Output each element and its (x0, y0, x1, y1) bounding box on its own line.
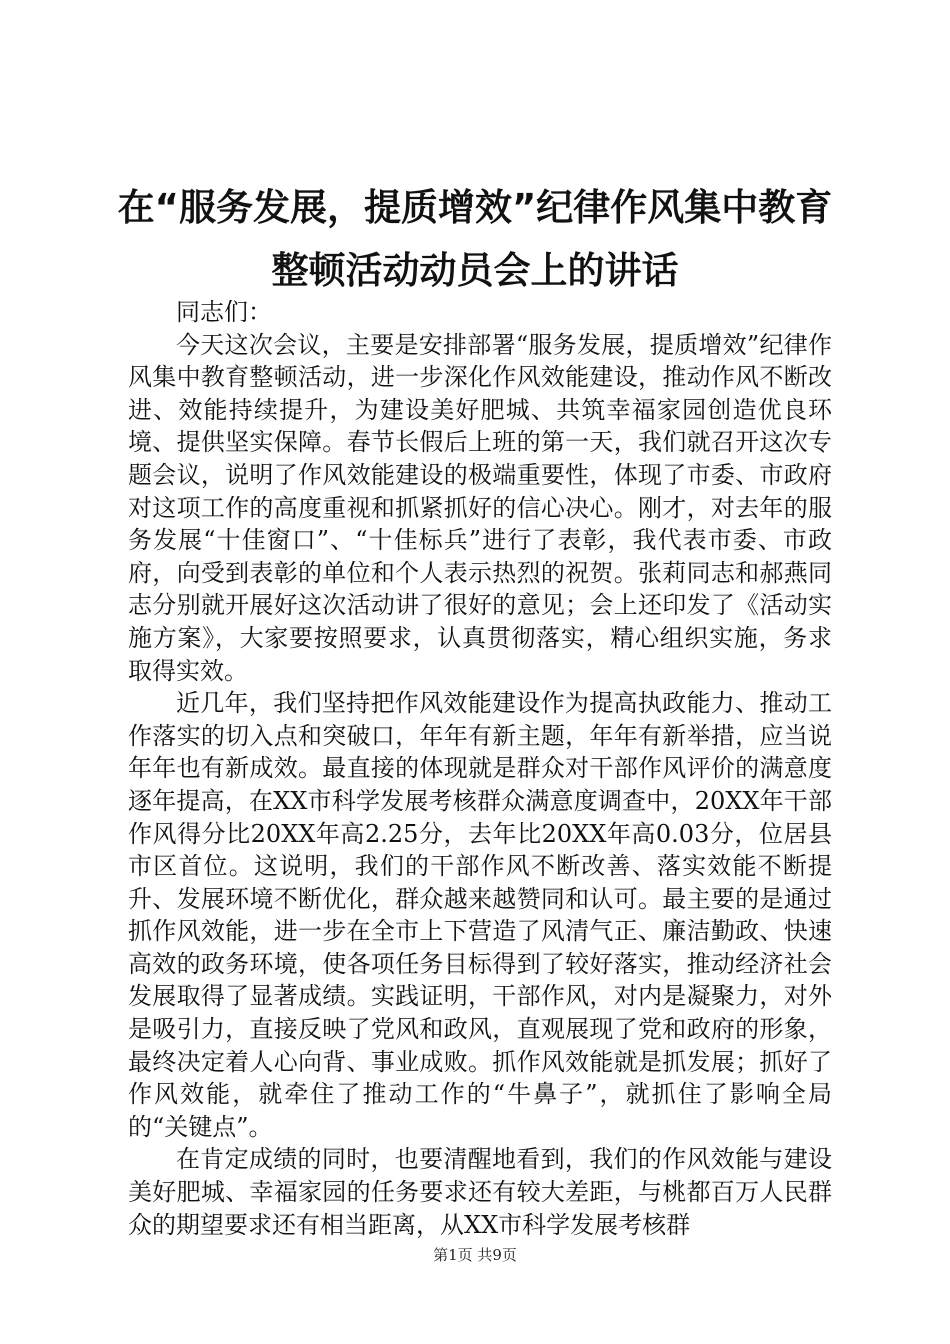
paragraph-1: 今天这次会议，主要是安排部署“服务发展，提质增效”纪律作风集中教育整顿活动，进一步深化作风效能建设，推动作风不断改进、效能持续提升，为建设美好肥城、共筑幸福家园创造优良环境、提供坚实保障。春节长假后上班的第一天，我们就召开这次专题会议，说明了作风效能建设的极端重要性，体现了市委、市政府对这项工作的高度重视和抓紧抓好的信心决心。刚才，对去年的服务发展“十佳窗口”、“十佳标兵”进行了表彰，我代表市委、市政府，向受到表彰的单位和个人表示热烈的祝贺。张莉同志和郝燕同志分别就开展好这次活动讲了很好的意见；会上还印发了《活动实施方案》，大家要按照要求，认真贯彻落实，精心组织实施，务求取得实效。 (128, 330, 832, 685)
paragraph-3: 在肯定成绩的同时，也要清醒地看到，我们的作风效能与建设美好肥城、幸福家园的任务要求还有较大差距，与桃都百万人民群众的期望要求还有相当距离，从XX市科学发展考核群 (128, 1145, 832, 1239)
document-body (128, 296, 832, 1241)
page-number-footer: 第1页 共9页 (433, 1246, 517, 1264)
salutation: 同志们： (176, 298, 272, 326)
document-title-line-2: 整顿活动动员会上的讲话 (271, 249, 679, 292)
document-title-line-1: 在“服务发展，提质增效”纪律作风集中教育 (117, 186, 833, 229)
paragraph-2: 近几年，我们坚持把作风效能建设作为提高执政能力、推动工作落实的切入点和突破口，年年有新主题，年年有新举措，应当说年年也有新成效。最直接的体现就是群众对干部作风评价的满意度逐年提高，在XX市科学发展考核群众满意度调查中，20XX年干部作风得分比20XX年高2.25分，去年比20XX年高0.03分，位居县市区首位。这说明，我们的干部作风不断改善、落实效能不断提升、发展环境不断优化，群众越来越赞同和认可。最主要的是通过抓作风效能，进一步在全市上下营造了风清气正、廉洁勤政、快速高效的政务环境，使各项任务目标得到了较好落实，推动经济社会发展取得了显著成绩。实践证明，干部作风，对内是凝聚力，对外是吸引力，直接反映了党风和政风，直观展现了党和政府的形象，最终决定着人心向背、事业成败。抓作风效能就是抓发展；抓好了作风效能，就牵住了推动工作的“牛鼻子”，就抓住了影响全局的“关键点”。 (128, 689, 832, 1141)
